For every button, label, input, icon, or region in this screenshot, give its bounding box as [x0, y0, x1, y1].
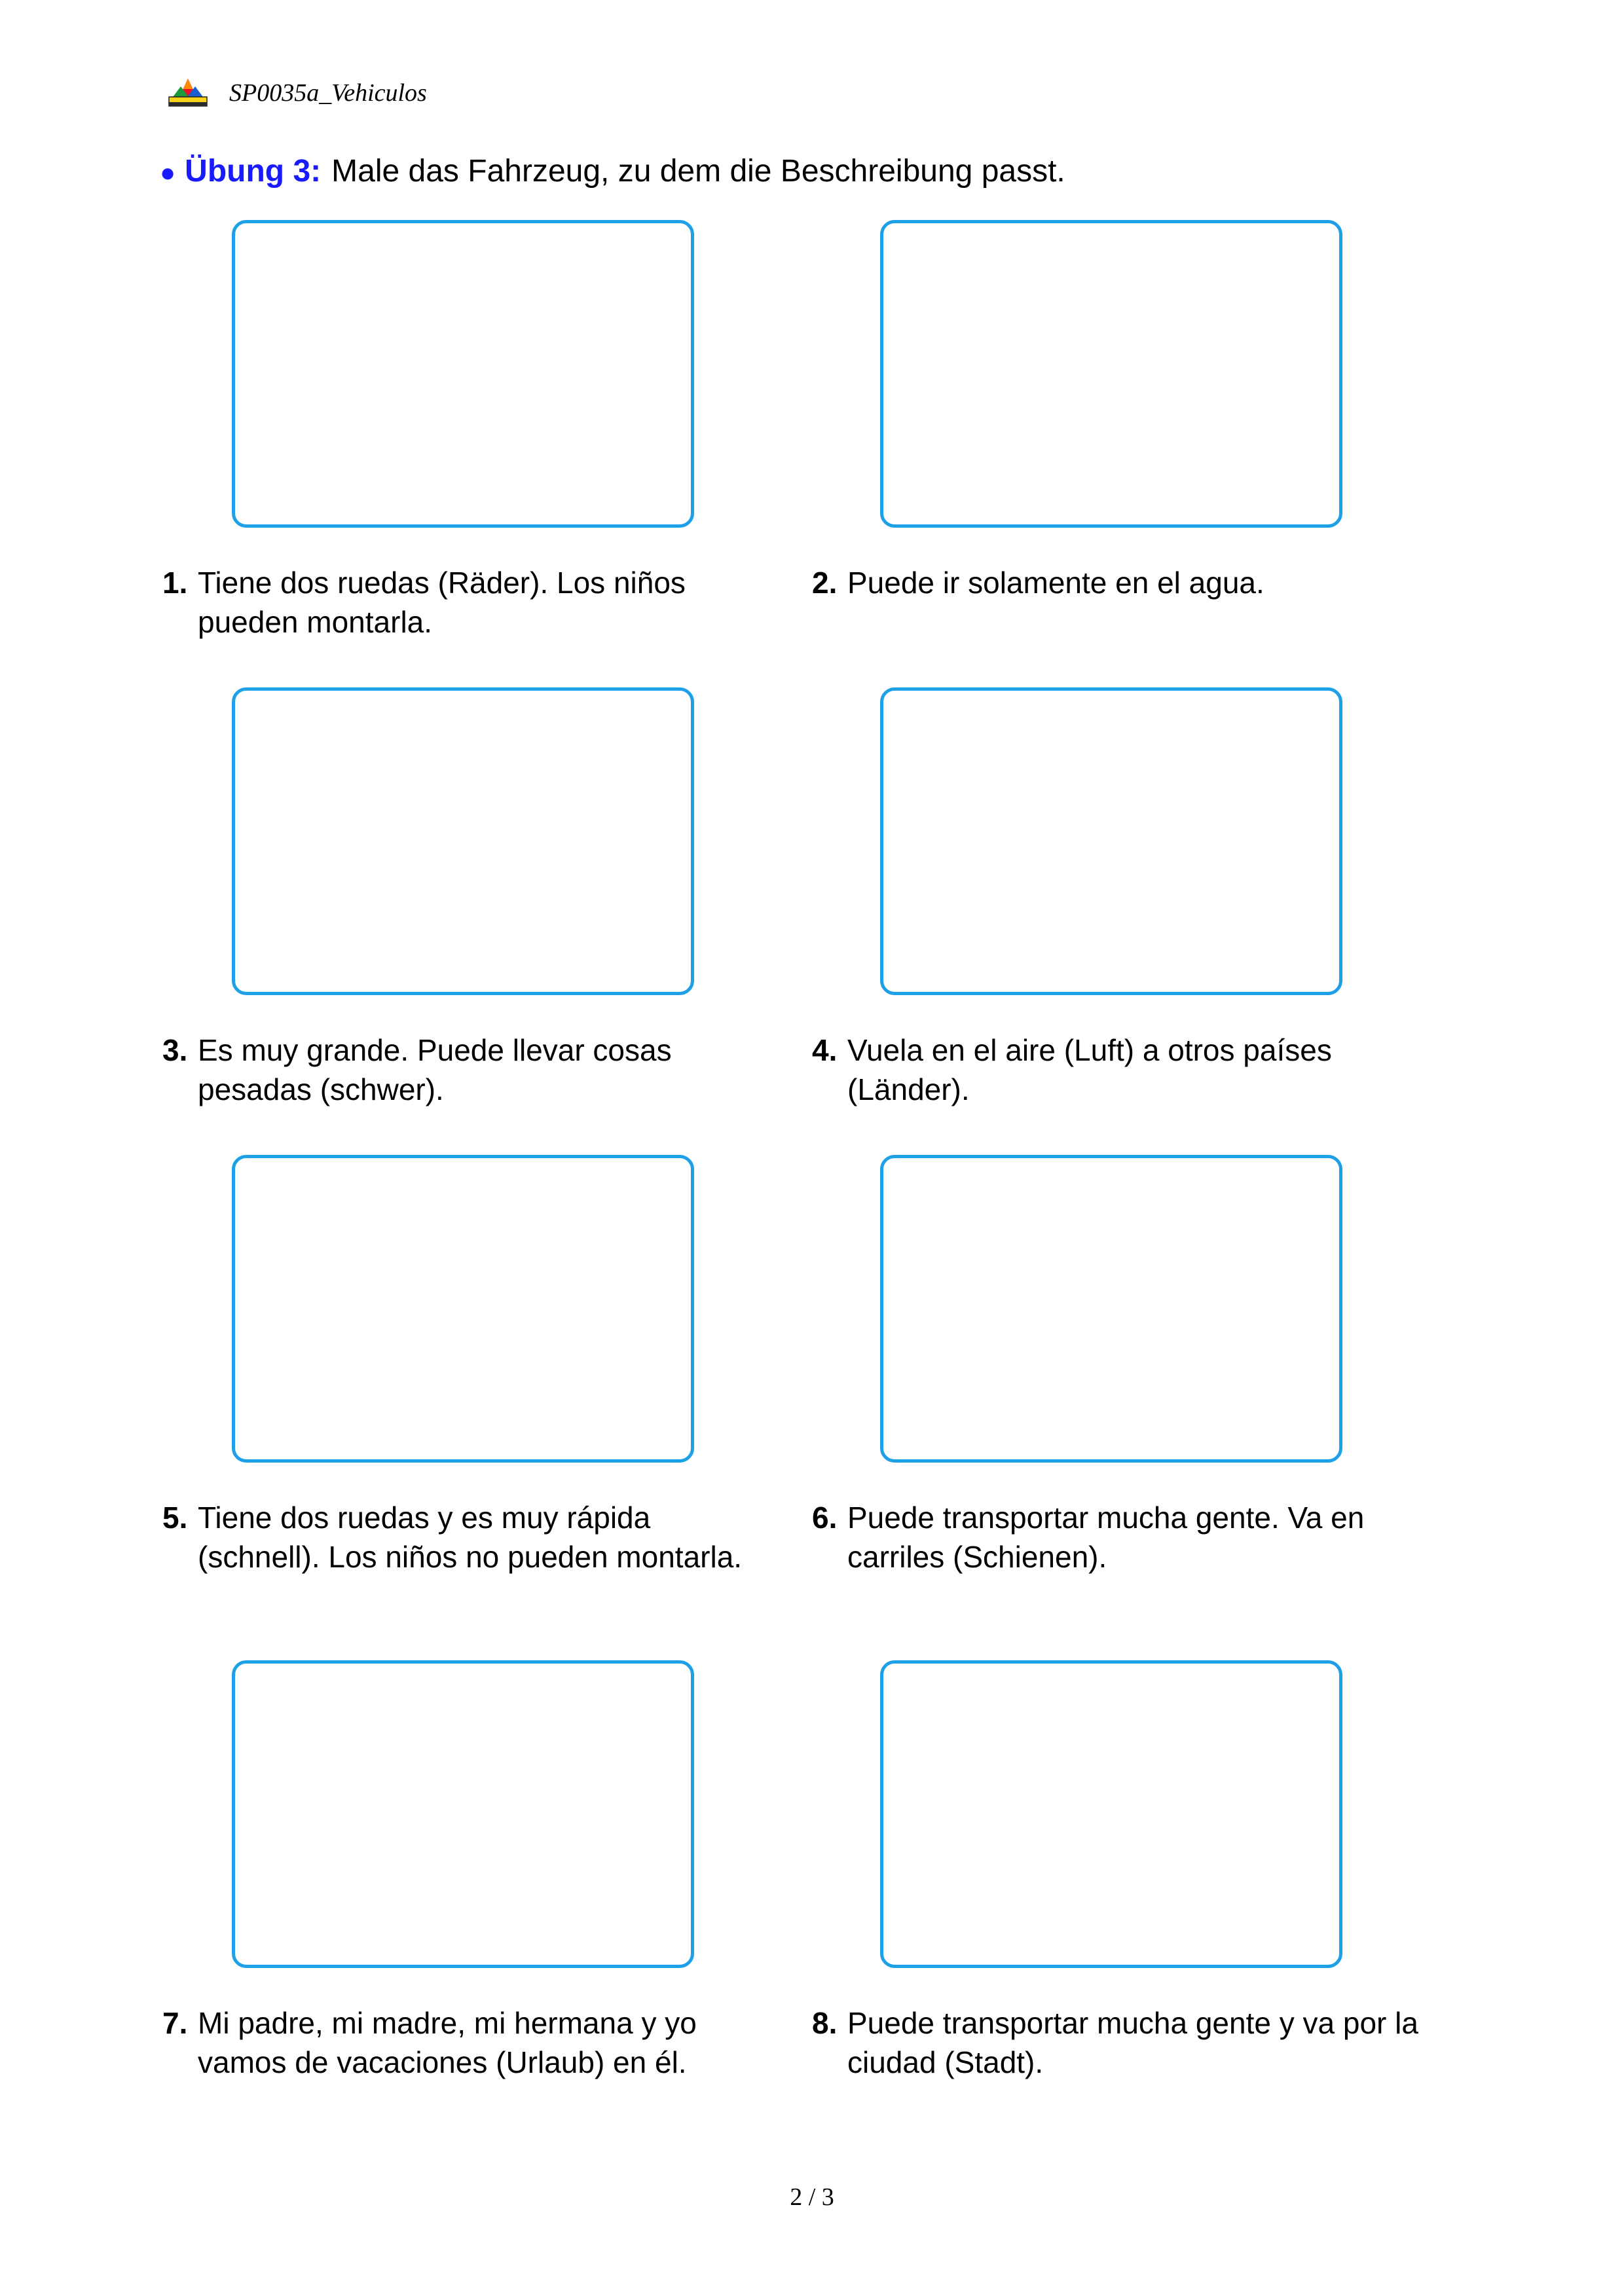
drawing-box-5[interactable]	[232, 1155, 694, 1463]
item-description: Puede transportar mucha gente y va por la ciudad (Stadt).	[847, 2006, 1418, 2079]
item-description: Mi padre, mi madre, mi hermana y yo vamos de vacaciones (Urlaub) en él.	[198, 2006, 697, 2079]
exercise-instruction: Male das Fahrzeug, zu dem die Beschreibung passt.	[331, 154, 1065, 189]
page-number: 2 / 3	[790, 2183, 834, 2211]
drawing-box-3[interactable]	[232, 687, 694, 995]
drawing-box-4[interactable]	[880, 687, 1342, 995]
item-1	[162, 563, 752, 642]
exercise-heading	[160, 152, 1065, 192]
item-number: 2.	[812, 566, 838, 600]
item-number: 6.	[812, 1501, 838, 1535]
item-number: 3.	[162, 1033, 188, 1067]
publisher-logo-icon	[168, 77, 208, 109]
item-7	[162, 2003, 752, 2082]
item-number: 8.	[812, 2006, 838, 2040]
item-number: 1.	[162, 566, 188, 600]
item-description: Es muy grande. Puede llevar cosas pesadas (schwer).	[198, 1033, 672, 1106]
drawing-box-8[interactable]	[880, 1660, 1342, 1968]
item-number: 5.	[162, 1501, 188, 1535]
drawing-box-1[interactable]	[232, 220, 694, 528]
item-description: Tiene dos ruedas (Räder). Los niños pueden montarla.	[198, 566, 686, 639]
page-header	[168, 73, 427, 113]
document-id: SP0035a_Vehiculos	[229, 79, 427, 107]
item-3	[162, 1030, 752, 1109]
drawing-box-6[interactable]	[880, 1155, 1342, 1463]
item-number: 4.	[812, 1033, 838, 1067]
item-description: Vuela en el aire (Luft) a otros países (Länder).	[847, 1033, 1332, 1106]
bullet-icon: ●	[160, 158, 176, 187]
exercise-label: Übung 3:	[185, 154, 322, 189]
item-5	[162, 1498, 752, 1576]
item-description: Tiene dos ruedas y es muy rápida (schnell). Los niños no pueden montarla.	[198, 1501, 743, 1574]
item-number: 7.	[162, 2006, 188, 2040]
item-8	[812, 2003, 1441, 2082]
item-description: Puede ir solamente en el agua.	[847, 566, 1264, 600]
item-6	[812, 1498, 1441, 1576]
item-description: Puede transportar mucha gente. Va en carriles (Schienen).	[847, 1501, 1365, 1574]
drawing-box-7[interactable]	[232, 1660, 694, 1968]
item-2	[812, 563, 1441, 602]
item-4	[812, 1030, 1441, 1109]
drawing-box-2[interactable]	[880, 220, 1342, 528]
